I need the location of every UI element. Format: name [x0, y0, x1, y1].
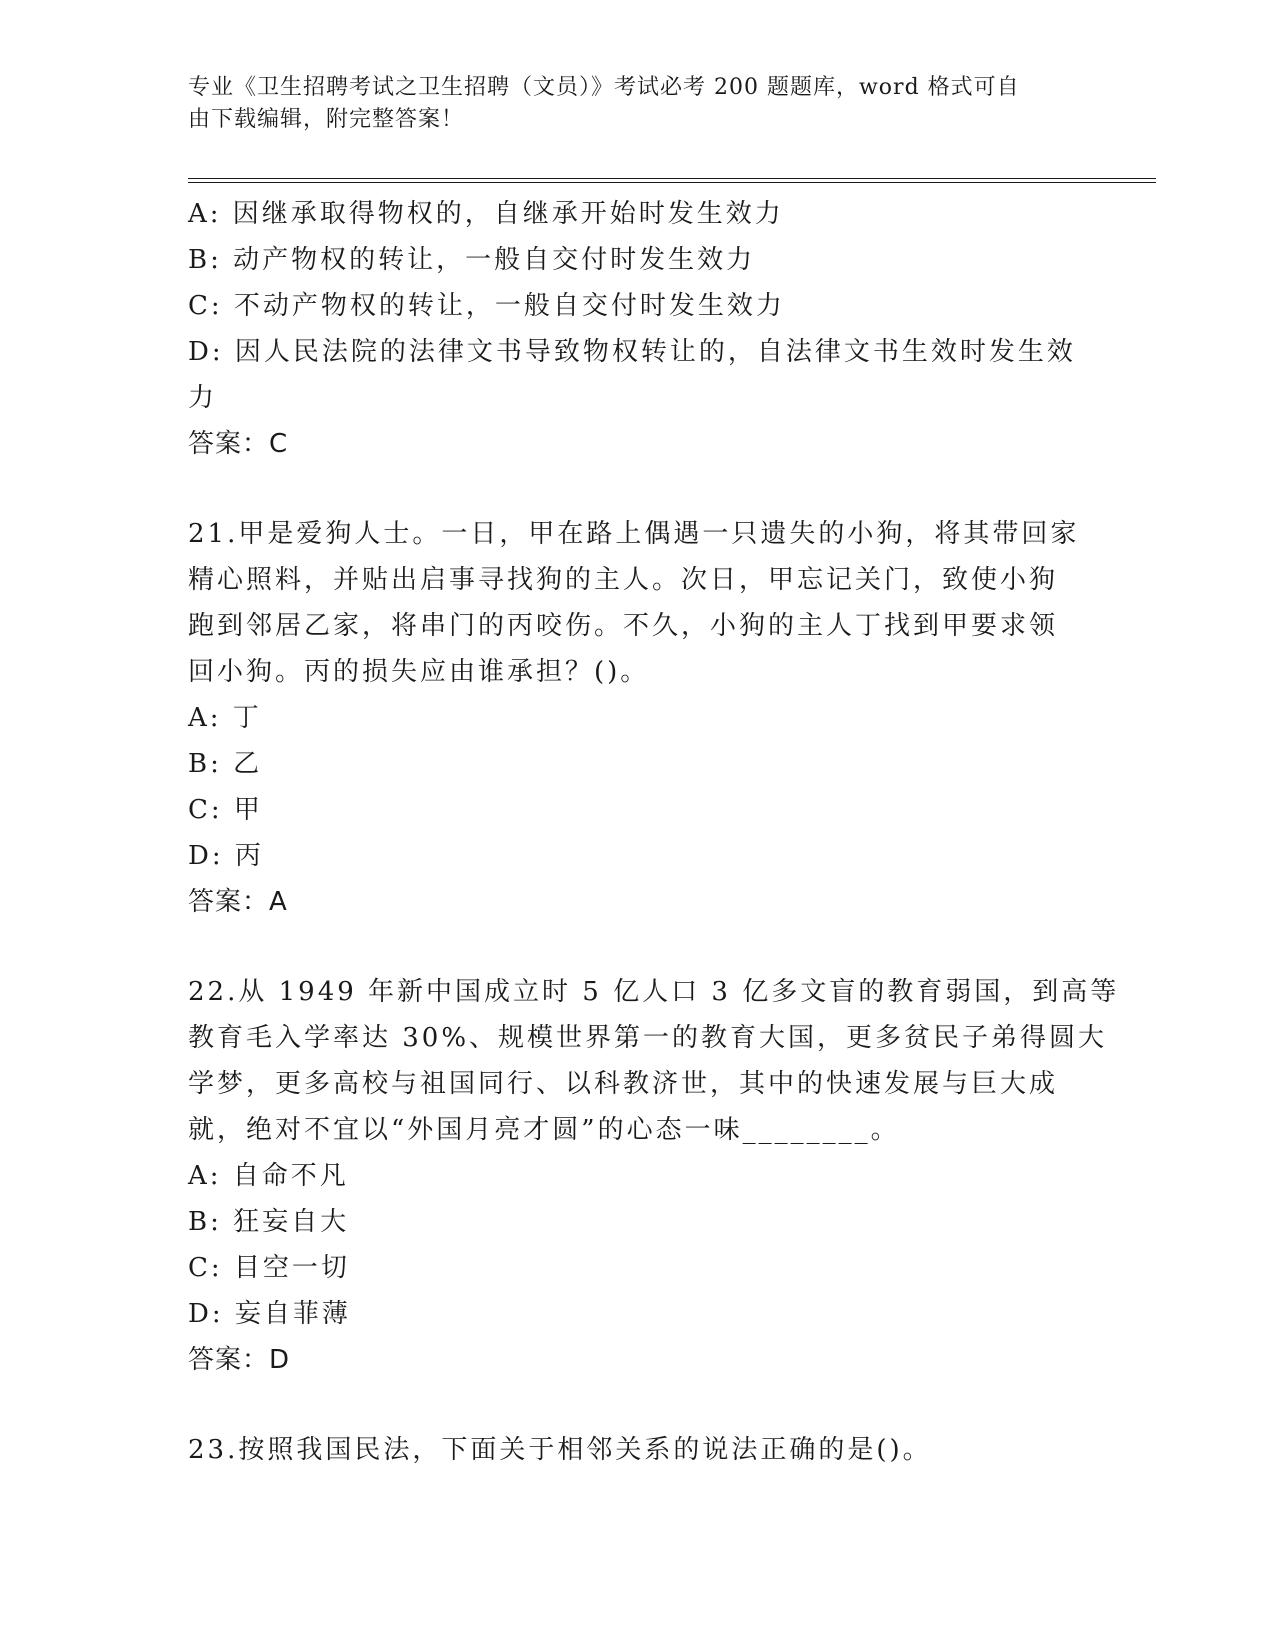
answer: 答案：A: [188, 887, 288, 917]
option-c: C: 不动产物权的转让，一般自交付时发生效力: [188, 291, 785, 321]
header-line-1: 专业《卫生招聘考试之卫生招聘（文员）》考试必考 200 题题库，word 格式可自: [188, 75, 1020, 100]
option-a: A: 丁: [188, 703, 262, 733]
option-c: C: 目空一切: [188, 1253, 350, 1283]
option-b: B: 乙: [188, 749, 263, 779]
option-a: A: 因继承取得物权的，自继承开始时发生效力: [188, 199, 784, 229]
document-body: [188, 191, 1120, 1473]
answer: 答案：D: [188, 1345, 291, 1375]
question-text-line: 就，绝对不宜以“外国月亮才圆”的心态一味________。: [188, 1115, 900, 1145]
question-text-line: 回小狗。丙的损失应由谁承担？()。: [188, 657, 650, 687]
question-text-line: 21.甲是爱狗人士。一日，甲在路上偶遇一只遗失的小狗，将其带回家: [188, 519, 1080, 549]
option-d: D: 因人民法院的法律文书导致物权转让的，自法律文书生效时发生效: [188, 337, 1076, 367]
option-d: D: 妄自菲薄: [188, 1299, 351, 1329]
document-header: [188, 72, 1068, 136]
header-rule-bottom: [188, 182, 1156, 183]
spacer: [188, 1383, 1088, 1427]
spacer: [188, 467, 1088, 511]
header-rule-top: [188, 178, 1156, 179]
option-d: D: 丙: [188, 841, 264, 871]
option-b: B: 动产物权的转让，一般自交付时发生效力: [188, 245, 756, 275]
option-a: A: 自命不凡: [188, 1161, 349, 1191]
question-text-line: 22.从 1949 年新中国成立时 5 亿人口 3 亿多文盲的教育弱国，到高等: [188, 977, 1120, 1007]
question-20: [188, 191, 1088, 467]
option-c: C: 甲: [188, 795, 263, 825]
question-text-line: 跑到邻居乙家，将串门的丙咬伤。不久，小狗的主人丁找到甲要求领: [188, 611, 1059, 641]
question-text-line: 精心照料，并贴出启事寻找狗的主人。次日，甲忘记关门，致使小狗: [188, 565, 1059, 595]
option-b: B: 狂妄自大: [188, 1207, 350, 1237]
answer: 答案：C: [188, 429, 289, 459]
question-23: [188, 1427, 1088, 1473]
option-d-continued: 力: [188, 383, 218, 413]
question-22: [188, 969, 1120, 1383]
question-21: [188, 511, 1088, 925]
header-line-2: 由下载编辑，附完整答案！: [188, 107, 465, 132]
question-text-line: 教育毛入学率达 30%、规模世界第一的教育大国，更多贫民子弟得圆大: [188, 1023, 1108, 1053]
question-text-line: 学梦，更多高校与祖国同行、以科教济世，其中的快速发展与巨大成: [188, 1069, 1059, 1099]
question-text-line: 23.按照我国民法，下面关于相邻关系的说法正确的是()。: [188, 1435, 932, 1465]
spacer: [188, 925, 1088, 969]
